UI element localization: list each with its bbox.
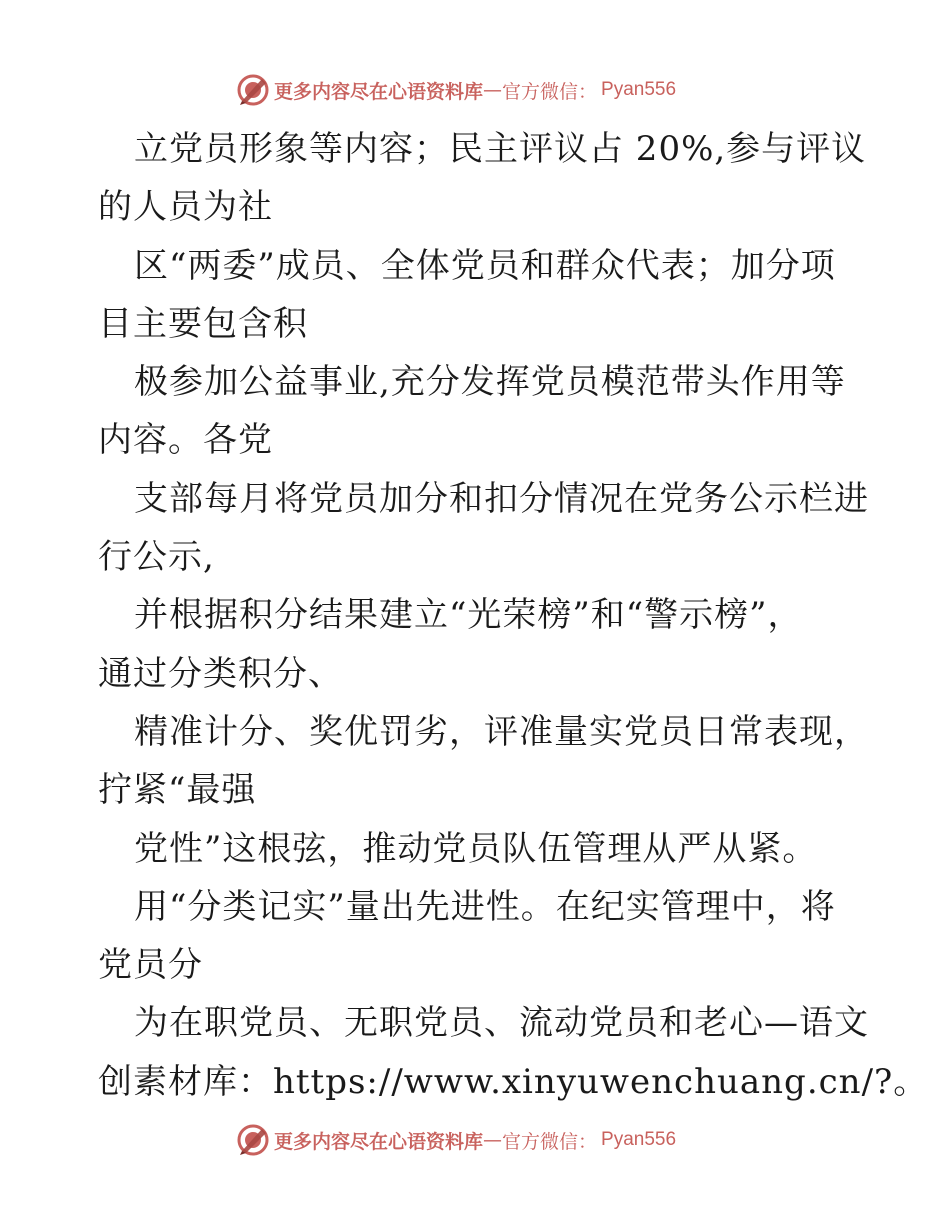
pen-logo-icon (236, 1123, 270, 1157)
footer-wechat-id: Pyan556 (601, 1129, 677, 1150)
body-line: 区“两委”成员、全体党员和群众代表；加分项 (134, 245, 836, 286)
body-line: 立党员形象等内容；民主评议占 20%,参与评议 (134, 129, 867, 169)
pen-logo-icon (236, 73, 270, 107)
document-body (98, 120, 929, 1111)
body-line: 目主要包含积 (98, 303, 308, 344)
header-banner (236, 72, 676, 108)
body-line: 的人员为社 (98, 187, 273, 228)
body-line: 通过分类积分、 (98, 653, 343, 694)
header-separator: — (483, 79, 503, 101)
footer-label: 官方微信： (502, 1130, 598, 1153)
body-line: 用“分类记实”量出先进性。在纪实管理中，将 (134, 886, 836, 927)
body-line: 并根据积分结果建立“光荣榜”和“警示榜”， (134, 595, 803, 636)
body-line: 内容。各党 (98, 420, 273, 461)
body-line: 精准计分、奖优罚劣，评准量实党员日常表现， (134, 711, 869, 752)
body-line: 极参加公益事业,充分发挥党员模范带头作用等 (134, 362, 846, 403)
footer-separator: — (483, 1129, 503, 1151)
body-line: 党员分 (98, 945, 203, 986)
footer-lead-text: 更多内容尽在心语资料库 (274, 1130, 484, 1153)
header-wechat-id: Pyan556 (601, 79, 677, 100)
body-line: 创素材库：https://www.xinyuwenchuang.cn/?。 (98, 1061, 929, 1102)
body-line: 党性”这根弦，推动党员队伍管理从严从紧。 (134, 828, 818, 869)
footer-banner (236, 1122, 676, 1158)
body-line: 支部每月将党员加分和扣分情况在党务公示栏进 (134, 478, 869, 519)
header-label: 官方微信： (502, 80, 598, 103)
body-line: 行公示, (98, 537, 215, 578)
body-line: 为在职党员、无职党员、流动党员和老心—语文 (134, 1003, 869, 1044)
body-line: 拧紧“最强 (98, 770, 257, 811)
header-lead-text: 更多内容尽在心语资料库 (274, 80, 484, 103)
